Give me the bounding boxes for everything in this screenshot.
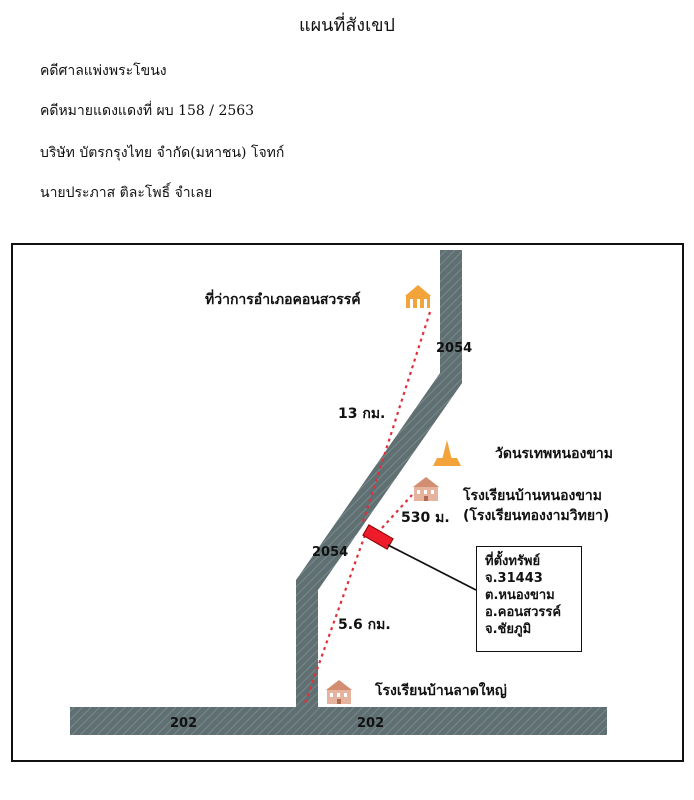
plaintiff-name: บริษัท บัตรกรุงไทย จำกัด(มหาชน) โจทก์ [40,145,285,161]
school-nongkham-label: โรงเรียนบ้านหนองขาม [463,488,602,504]
road-number-label: 2054 [312,545,349,560]
property-district: อ.คอนสวรรค์ [485,605,562,620]
distance-label: 530 ม. [401,510,450,526]
temple-label: วัดนรเทพหนองขาม [495,446,613,462]
school-latyai-label: โรงเรียนบ้านลาดใหญ่ [375,683,507,699]
property-deed: จ.31443 [485,571,543,586]
school-nongkham-alt-label: (โรงเรียนทองงามวิทยา) [463,508,610,524]
road-number-label: 202 [357,716,385,731]
distance-label: 13 กม. [338,406,386,422]
court-name: คดีศาลแพ่งพระโขนง [40,63,167,79]
case-number: คดีหมายแดงแดงที่ ผบ 158 / 2563 [40,103,255,119]
map-title: แผนที่สังเขป [299,15,395,36]
road-number-label: 202 [170,716,198,731]
property-info-box [476,546,582,652]
road-number-label: 2054 [436,341,473,356]
district-office-label: ที่ว่าการอำเภอคอนสวรรค์ [205,292,361,308]
main-road-202 [70,707,607,735]
defendant-name: นายประภาส ติละโพธิ์ จำเลย [40,185,213,201]
property-title: ที่ตั้งทรัพย์ [485,554,541,569]
property-subdistrict: ต.หนองขาม [485,588,555,603]
property-province: จ.ชัยภูมิ [485,622,532,637]
distance-label: 5.6 กม. [338,617,391,633]
